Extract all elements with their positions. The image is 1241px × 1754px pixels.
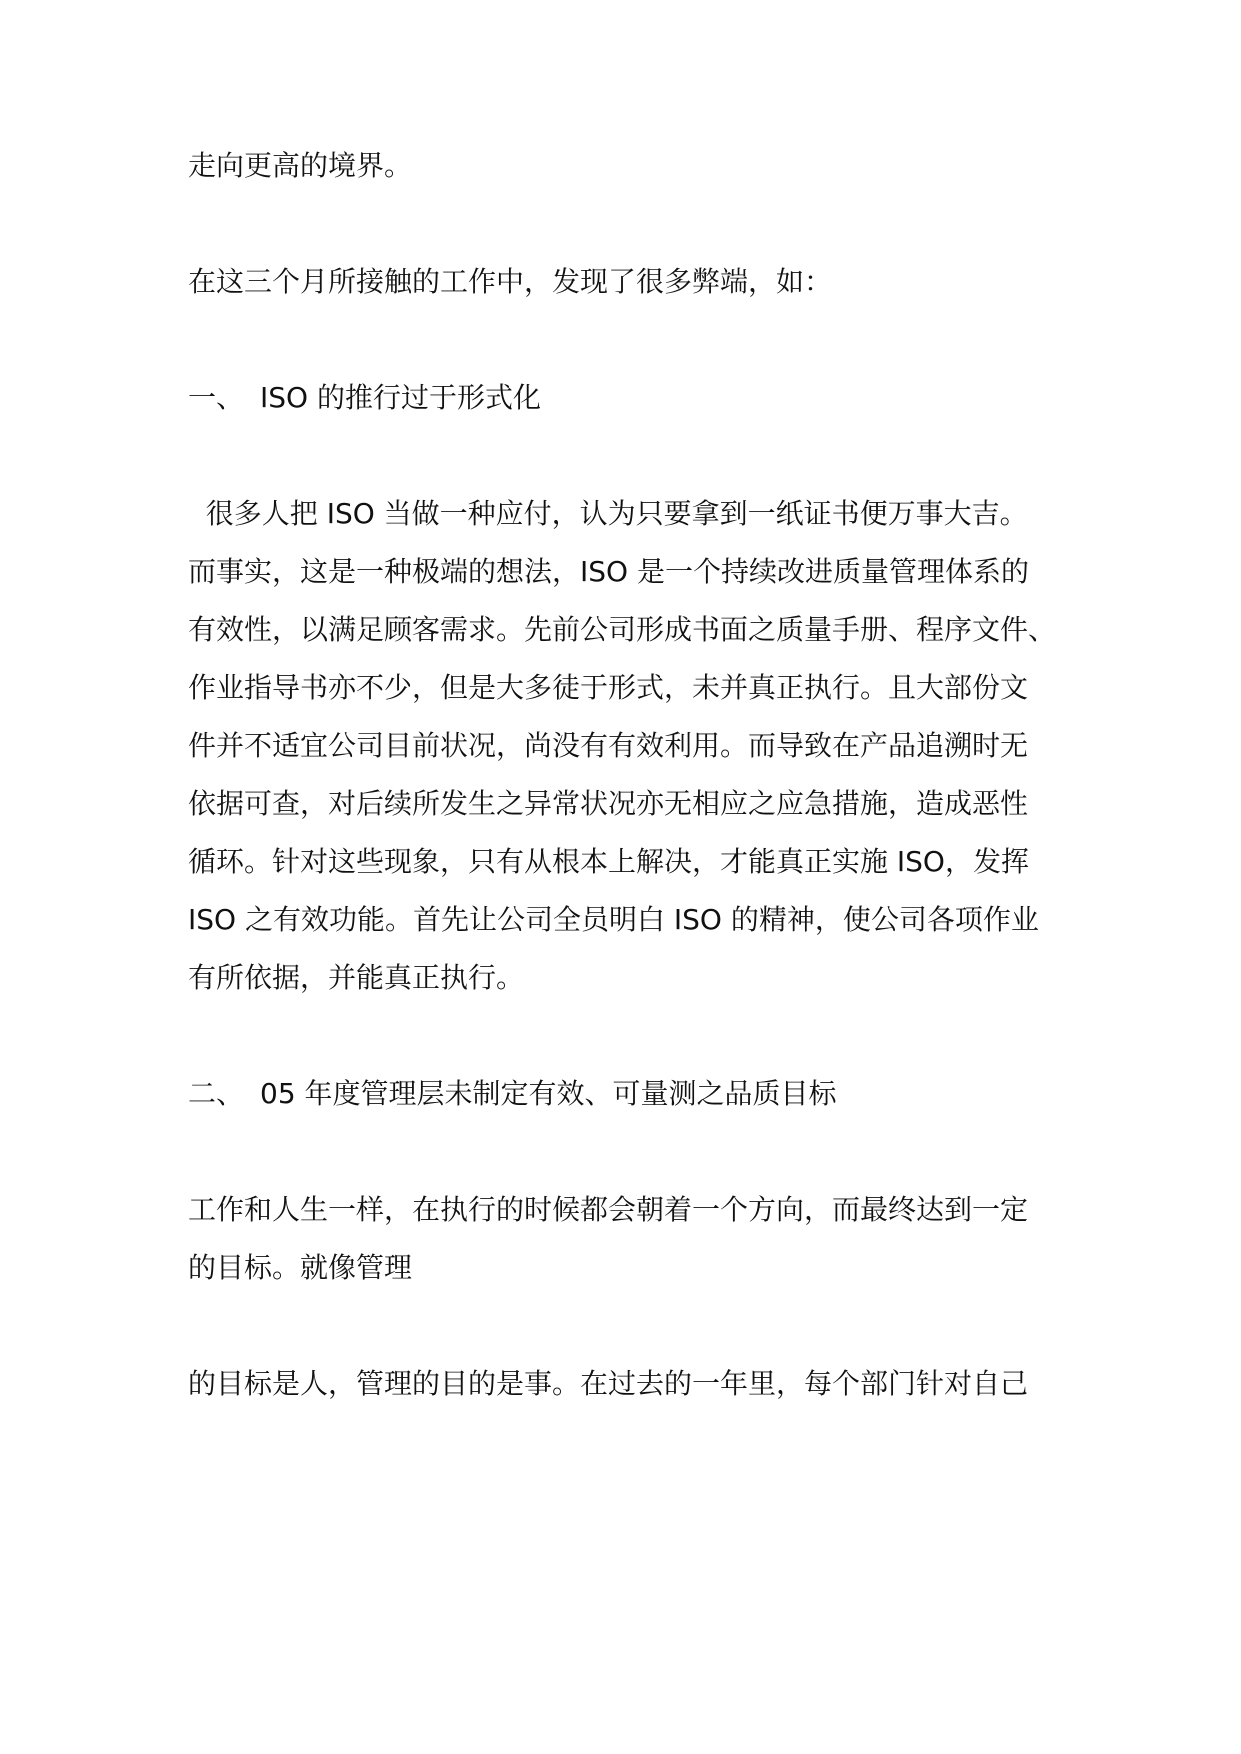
paragraph-line: 循环。针对这些现象，只有从根本上解决，才能真正实施 ISO，发挥 — [188, 845, 1029, 878]
paragraph-line: 作业指导书亦不少，但是大多徒于形式，未并真正执行。且大部份文 — [188, 671, 1029, 704]
paragraph-line: ISO 之有效功能。首先让公司全员明白 ISO 的精神，使公司各项作业 — [188, 903, 1039, 936]
section-2-number: 二、 — [188, 1077, 245, 1110]
paragraph-line: 依据可查，对后续所发生之异常状况亦无相应之应急措施，造成恶性 — [188, 787, 1029, 820]
section-2-title: 05 年度管理层未制定有效、可量测之品质目标 — [260, 1077, 837, 1110]
paragraph-line: 的目标是人，管理的目的是事。在过去的一年里，每个部门针对自己 — [188, 1367, 1029, 1400]
section-1-heading — [188, 378, 1068, 418]
paragraph-line: 件并不适宜公司目前状况，尚没有有效利用。而导致在产品追溯时无 — [188, 729, 1029, 762]
paragraph-line: 工作和人生一样，在执行的时候都会朝着一个方向，而最终达到一定 — [188, 1193, 1029, 1226]
paragraph-line: 很多人把 ISO 当做一种应付，认为只要拿到一纸证书便万事大吉。 — [188, 497, 1028, 530]
paragraph-line: 的目标。就像管理 — [188, 1251, 413, 1284]
paragraph-lead: 在这三个月所接触的工作中，发现了很多弊端，如： — [188, 265, 833, 298]
paragraph-line: 有效性，以满足顾客需求。先前公司形成书面之质量手册、程序文件、 — [188, 613, 1057, 646]
section-2-heading — [188, 1074, 1068, 1114]
paragraph-line: 有所依据，并能真正执行。 — [188, 961, 525, 994]
paragraph-line: 而事实，这是一种极端的想法，ISO 是一个持续改进质量管理体系的 — [188, 555, 1029, 588]
section-1-number: 一、 — [188, 381, 245, 414]
section-1-title: ISO 的推行过于形式化 — [260, 381, 541, 414]
paragraph-intro-tail: 走向更高的境界。 — [188, 149, 413, 182]
